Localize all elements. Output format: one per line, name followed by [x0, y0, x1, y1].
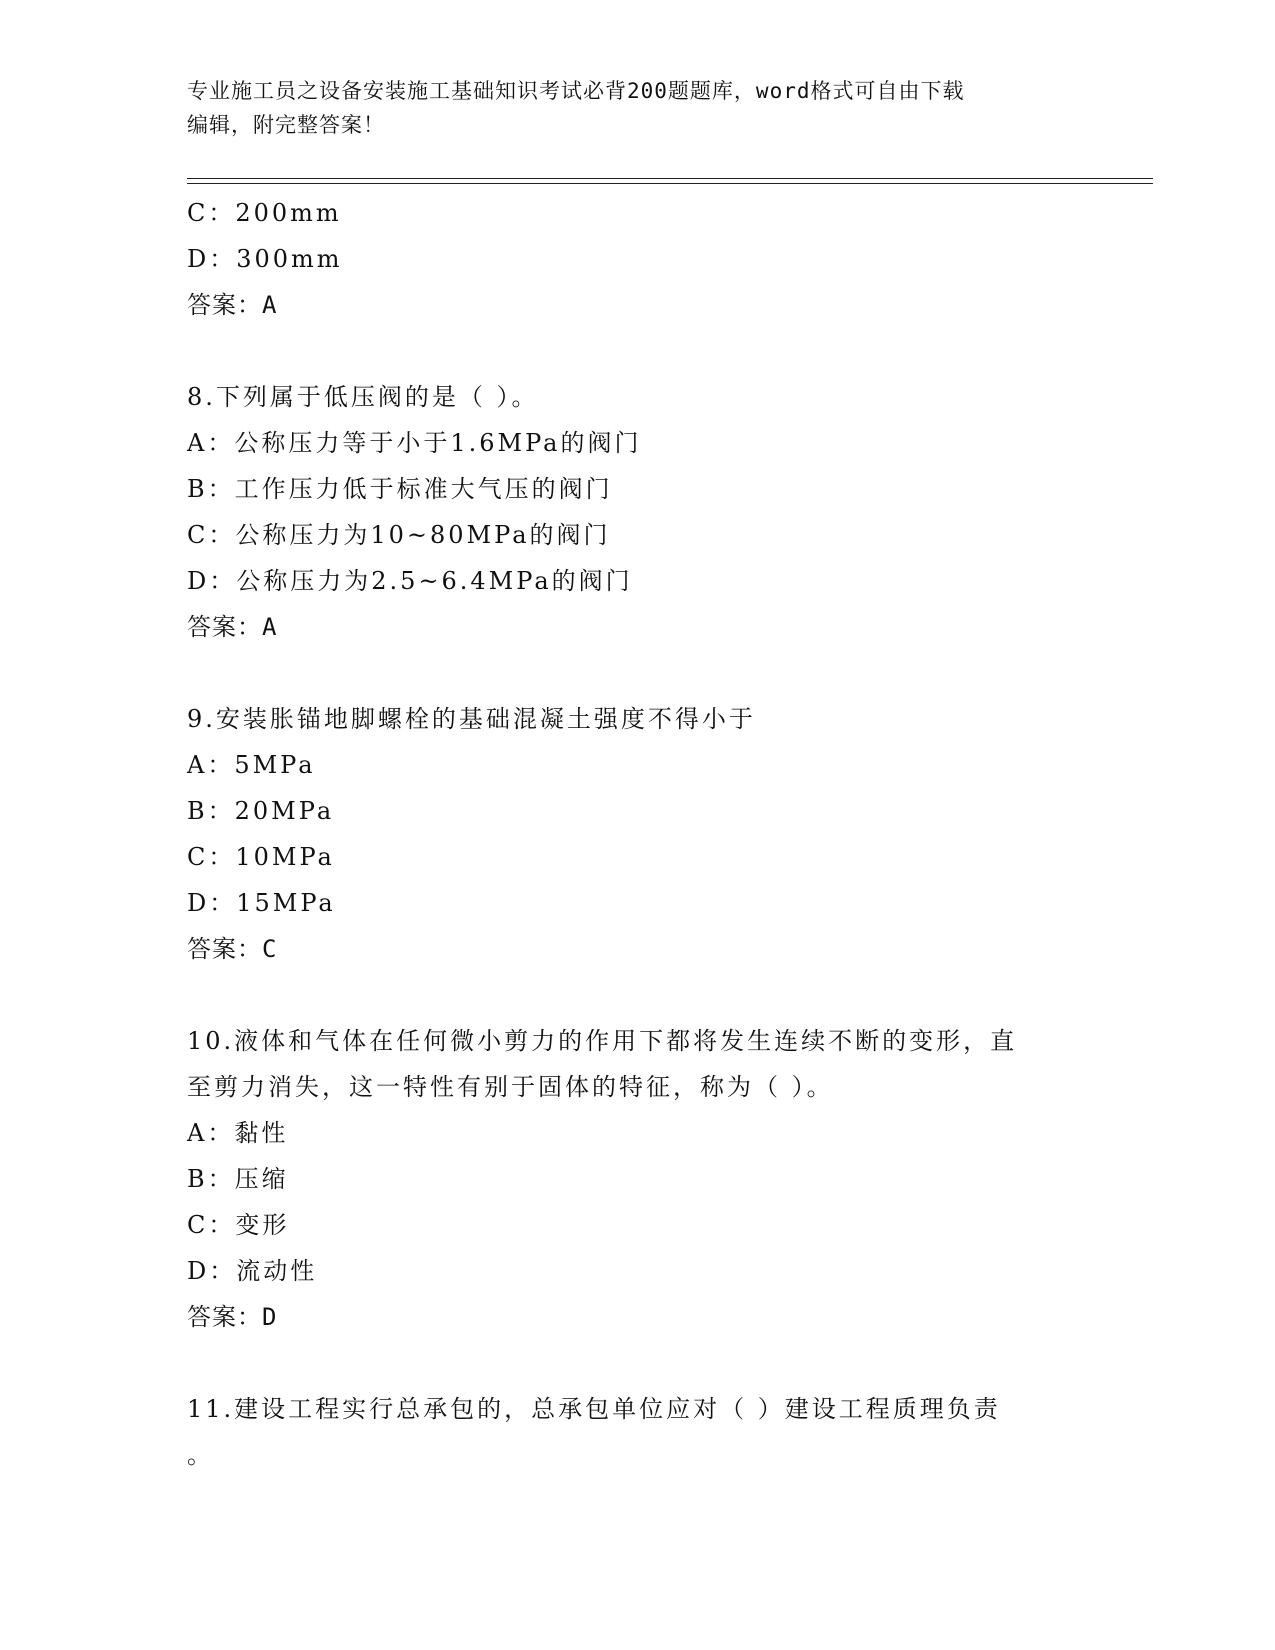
answer-line: 答案：D	[187, 1303, 278, 1331]
answer-line: 答案：A	[187, 613, 278, 641]
spacer	[187, 328, 1087, 374]
answer-line: 答案：C	[187, 935, 278, 963]
option-line: C：10MPa	[187, 843, 335, 871]
question-9	[187, 696, 1087, 972]
option-line: A：公称压力等于小于1.6MPa的阀门	[187, 429, 642, 457]
option-line: B：工作压力低于标准大气压的阀门	[187, 475, 613, 503]
option-line: A：黏性	[187, 1119, 289, 1147]
option-line: D：15MPa	[187, 889, 336, 917]
question-8	[187, 374, 1087, 650]
question-stem: 11.建设工程实行总承包的，总承包单位应对（ ）建设工程质理负责	[187, 1395, 1001, 1423]
question-stem: 9.安装胀锚地脚螺栓的基础混凝土强度不得小于	[187, 705, 756, 733]
question-11	[187, 1386, 1087, 1478]
question-stem: 10.液体和气体在任何微小剪力的作用下都将发生连续不断的变形，直	[187, 1027, 1018, 1055]
option-line: C：公称压力为10~80MPa的阀门	[187, 521, 611, 549]
option-line: A：5MPa	[187, 751, 316, 779]
option-line: C：变形	[187, 1211, 290, 1239]
previous-question-tail	[187, 190, 1087, 328]
spacer	[187, 972, 1087, 1018]
option-line: B：20MPa	[187, 797, 335, 825]
question-stem: 8.下列属于低压阀的是（ ）。	[187, 383, 539, 411]
option-line: D：公称压力为2.5~6.4MPa的阀门	[187, 567, 633, 595]
question-stem-continued: 。	[187, 1441, 214, 1469]
answer-line: 答案：A	[187, 291, 278, 319]
page-header	[187, 74, 1087, 142]
option-line: D：300mm	[187, 245, 343, 273]
header-line-2: 编辑，附完整答案！	[187, 113, 385, 137]
question-stem-continued: 至剪力消失，这一特性有别于固体的特征，称为（ ）。	[187, 1073, 834, 1101]
header-divider-top	[187, 178, 1153, 179]
spacer	[187, 650, 1087, 696]
header-line-1: 专业施工员之设备安装施工基础知识考试必背200题题库，word格式可自由下载	[187, 79, 965, 103]
question-10	[187, 1018, 1087, 1340]
option-line: B：压缩	[187, 1165, 289, 1193]
spacer	[187, 1340, 1087, 1386]
document-body	[187, 190, 1087, 1478]
header-divider-bottom	[187, 183, 1153, 184]
option-line: C：200mm	[187, 199, 342, 227]
option-line: D：流动性	[187, 1257, 318, 1285]
